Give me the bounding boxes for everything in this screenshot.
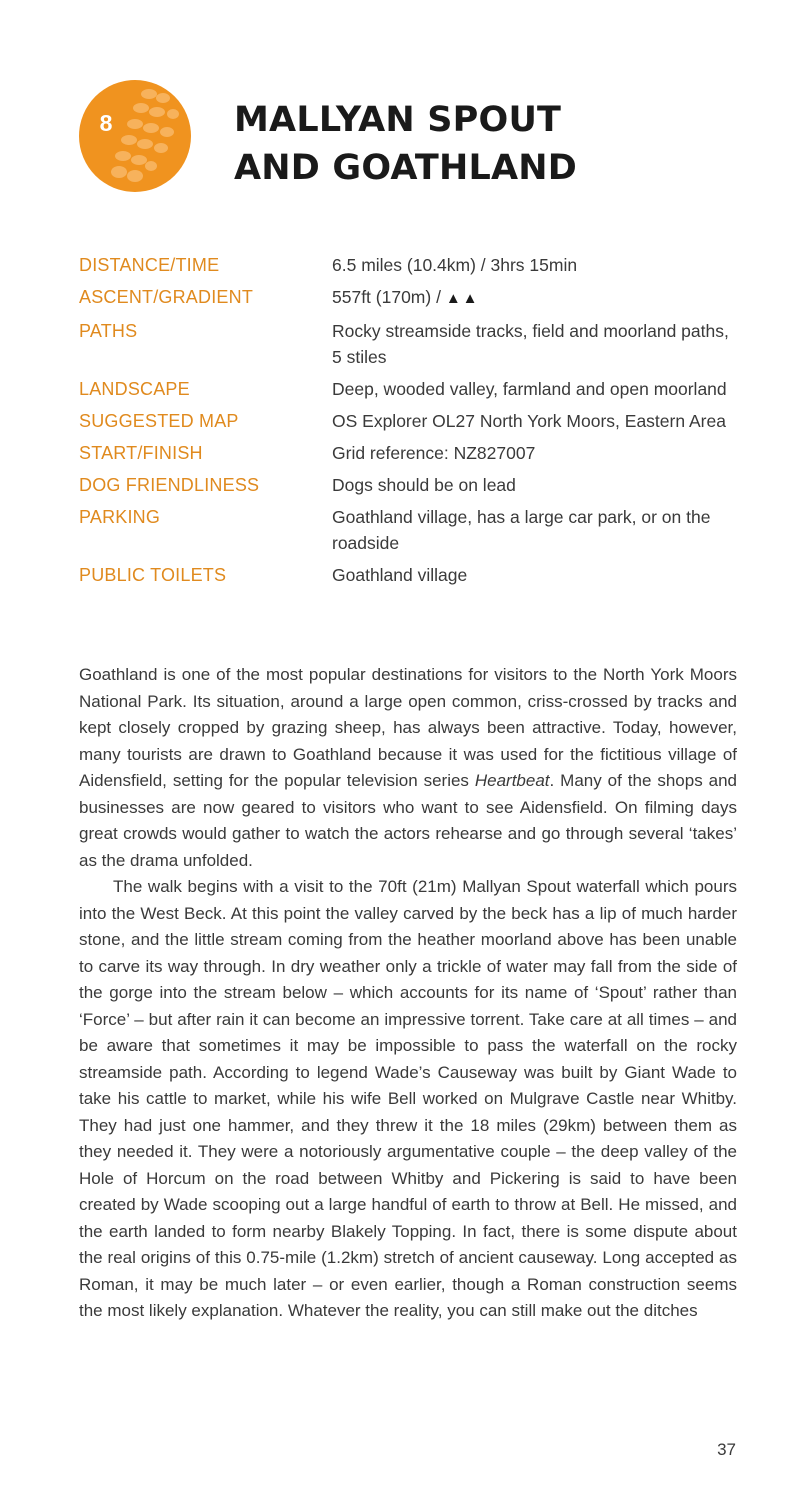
fact-value: Grid reference: NZ827007 [332, 443, 536, 463]
fact-value: Deep, wooded valley, farmland and open moorland [332, 379, 727, 399]
fact-value: Dogs should be on lead [332, 475, 516, 495]
fact-label: ASCENT/GRADIENT [79, 287, 254, 307]
fact-value: Goathland village [332, 565, 468, 585]
paragraph-1-text-b: . Many of the shops and businesses are now geared to visitors who want to see Aidensfield. On filming days great crowds would gather to watch the actors rehearse and go through several ‘takes’ as the drama unfolded. [79, 771, 737, 870]
fact-suggested-map [79, 408, 739, 434]
fact-label: PUBLIC TOILETS [79, 565, 227, 585]
fact-value [332, 284, 739, 312]
fact-label: PATHS [79, 321, 138, 341]
walk-number-badge [79, 80, 191, 192]
ascent-value: 557ft (170m) / [332, 287, 441, 307]
walk-facts-table [79, 252, 739, 594]
fact-value: OS Explorer OL27 North York Moors, Eastern Area [332, 411, 726, 431]
walk-description [79, 662, 737, 1325]
fact-label: DOG FRIENDLINESS [79, 475, 260, 495]
walk-title-line-1: MALLYAN SPOUT [234, 100, 562, 140]
paragraph-2: The walk begins with a visit to the 70ft (21m) Mallyan Spout waterfall which pours into the West Beck. At this point the valley carved by the beck has a lip of much harder stone, and the little stream coming from the heather moorland above has been unable to carve its way through. In dry weather only a trickle of water may fall from the side of the gorge into the stream below – which accounts for its name of ‘Spout’ rather than ‘Force’ – but after rain it can become an impressive torrent. Take care at all times – and be aware that sometimes it may be impossible to pass the waterfall on the rocky streamside path. According to legend Wade’s Causeway was built by Giant Wade to take his cattle to market, while his wife Bell worked on Mulgrave Castle near Whitby. They had just one hammer, and they threw it the 18 miles (29km) between them as they needed it. They were a notoriously argumentative couple – the deep valley of the Hole of Horcum on the road between Whitby and Pickering is said to have been created by Wade scooping out a large handful of earth to throw at Bell. He missed, and the earth landed to form nearby Blakely Topping. In fact, there is some dispute about the real origins of this 0.75-mile (1.2km) stretch of ancient causeway. Long accepted as Roman, it may be much later – or even earlier, though a Roman construction seems the most likely explanation. Whatever the reality, you can still make out the ditches [79, 877, 737, 1320]
fact-value: Goathland village, has a large car park, or on the roadside [332, 507, 711, 553]
paragraph-1-text-a: Goathland is one of the most popular destinations for visitors to the North York Moors National Park. Its situation, around a large open common, criss-crossed by tracks and kept closely cropped by grazing sheep, has always been attractive. Today, however, many tourists are drawn to Goathland because it was used for the fictitious village of Aidensfield, setting for the popular television series [79, 665, 737, 790]
fact-landscape [79, 376, 739, 402]
fact-label: PARKING [79, 507, 161, 527]
fact-public-toilets [79, 562, 739, 588]
fact-label: START/FINISH [79, 443, 203, 463]
walk-number: 8 [99, 110, 113, 136]
paragraph-1-italic-title: Heartbeat [474, 771, 550, 790]
fact-distance-time [79, 252, 739, 278]
fact-parking [79, 504, 739, 556]
fact-label: SUGGESTED MAP [79, 411, 239, 431]
walk-title [234, 96, 577, 192]
gradient-triangles-icon: ▲▲ [445, 290, 480, 307]
paragraph-1 [79, 662, 737, 874]
fact-value: Rocky streamside tracks, field and moorland paths, 5 stiles [332, 321, 729, 367]
fact-label: DISTANCE/TIME [79, 255, 220, 275]
fact-label: LANDSCAPE [79, 379, 190, 399]
walk-title-line-2: AND GOATHLAND [234, 148, 578, 188]
page-number: 37 [717, 1440, 736, 1459]
fact-dog-friendliness [79, 472, 739, 498]
fact-value: 6.5 miles (10.4km) / 3hrs 15min [332, 255, 578, 275]
fact-paths [79, 318, 739, 370]
fact-ascent-gradient [79, 284, 739, 312]
fact-start-finish [79, 440, 739, 466]
